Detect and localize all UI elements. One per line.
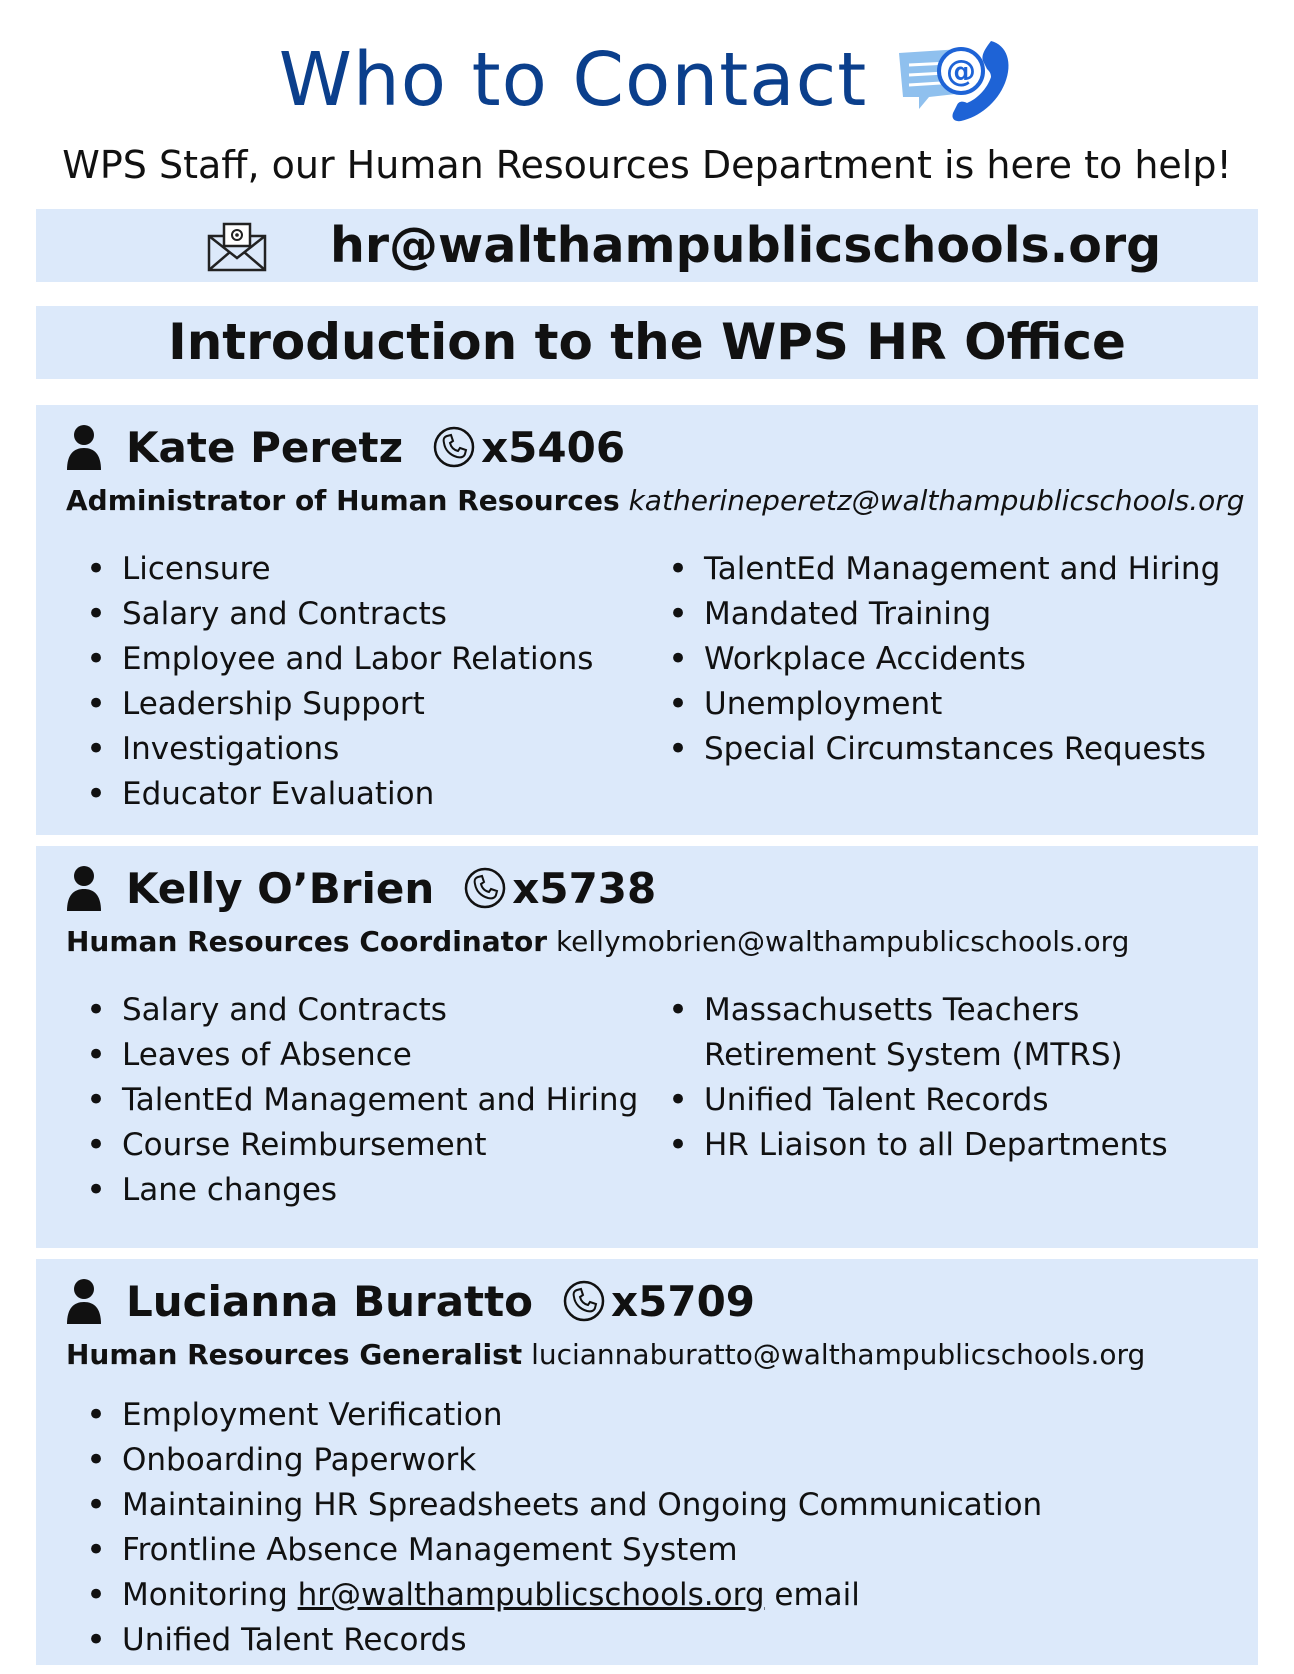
list-item: • Educator Evaluation (66, 772, 648, 817)
list-item: • Salary and Contracts (66, 988, 648, 1033)
title-row (0, 30, 1294, 130)
hr-email-inline-link[interactable]: hr@walthampublicschools.org (297, 1577, 765, 1613)
list-item: • Licensure (66, 547, 648, 592)
responsibility-list (66, 1393, 1226, 1663)
phone-extension[interactable]: x5709 (611, 1276, 756, 1326)
role-line (66, 1335, 1228, 1375)
monitoring-prefix: Monitoring (122, 1577, 288, 1613)
list-item: • Massachusetts Teachers Retirement System (MTRS) (648, 988, 1228, 1078)
header (0, 30, 1294, 190)
responsibility-lists (66, 547, 1228, 817)
role-line (66, 481, 1245, 521)
contact-email[interactable]: luciannaburatto@walthampublicschools.org (531, 1338, 1146, 1371)
list-item: • Lane changes (66, 1168, 648, 1213)
list-item: • Unemployment (648, 682, 1228, 727)
contact-email[interactable]: kellymobrien@walthampublicschools.org (555, 925, 1130, 958)
list-item: • TalentEd Management and Hiring (648, 547, 1228, 592)
list-item: • Unified Talent Records (648, 1078, 1228, 1123)
contact-name: Kate Peretz (126, 422, 404, 472)
contact-name: Kelly O’Brien (126, 863, 435, 913)
list-item: • Onboarding Paperwork (66, 1438, 1226, 1483)
list-item: • Mandated Training (648, 592, 1228, 637)
list-item: • Frontline Absence Management System (66, 1528, 1226, 1573)
contact-role: Human Resources Coordinator (66, 925, 548, 958)
monitoring-suffix: email (774, 1577, 860, 1613)
hr-email-link[interactable]: hr@walthampublicschools.org (330, 217, 1162, 274)
list-item: • Salary and Contracts (66, 592, 648, 637)
list-item: • Unified Talent Records (66, 1618, 1226, 1663)
svg-text:@: @ (946, 54, 977, 89)
list-item-monitoring (66, 1573, 1226, 1618)
hr-email-band (36, 209, 1258, 282)
contact-card-lucianna-buratto (36, 1259, 1258, 1665)
responsibility-list-left (66, 547, 648, 817)
list-item: • Employee and Labor Relations (66, 637, 648, 682)
intro-heading: Introduction to the WPS HR Office (168, 313, 1126, 371)
list-item: • Employment Verification (66, 1393, 1226, 1438)
list-item: • Course Reimbursement (66, 1123, 648, 1168)
responsibility-lists (66, 988, 1228, 1213)
person-icon (66, 424, 102, 470)
contact-name-row (66, 858, 1228, 918)
responsibility-list-right (648, 988, 1228, 1213)
phone-extension[interactable]: x5406 (481, 422, 626, 472)
contact-role: Administrator of Human Resources (66, 484, 620, 517)
contact-name-row (66, 1271, 1228, 1331)
phone-icon (464, 867, 506, 909)
responsibility-list-left (66, 988, 648, 1213)
envelope-icon (206, 222, 268, 272)
list-item: • HR Liaison to all Departments (648, 1123, 1228, 1168)
contact-card-kate-peretz (36, 405, 1258, 835)
responsibility-lists (66, 1393, 1228, 1663)
list-item: • Special Circumstances Requests (648, 727, 1228, 772)
phone-extension[interactable]: x5738 (512, 863, 657, 913)
list-item: • Maintaining HR Spreadsheets and Ongoing Communication (66, 1483, 1226, 1528)
role-line (66, 922, 1228, 962)
list-item: • Workplace Accidents (648, 637, 1228, 682)
contact-email[interactable]: katherineperetz@walthampublicschools.org (628, 484, 1245, 517)
subtitle: WPS Staff, our Human Resources Department is here to help! (62, 143, 1232, 187)
chat-email-phone-icon (895, 35, 1015, 125)
responsibility-list-right (648, 547, 1228, 817)
page-title: Who to Contact (278, 37, 868, 123)
contact-name-row (66, 417, 1228, 477)
phone-icon (563, 1280, 605, 1322)
list-item: • Investigations (66, 727, 648, 772)
person-icon (66, 1278, 102, 1324)
phone-icon (433, 426, 475, 468)
list-item: • Leaves of Absence (66, 1033, 648, 1078)
person-icon (66, 865, 102, 911)
list-item: • Leadership Support (66, 682, 648, 727)
contact-role: Human Resources Generalist (66, 1338, 523, 1371)
intro-band (36, 306, 1258, 379)
contact-card-kelly-obrien (36, 846, 1258, 1248)
list-item: • TalentEd Management and Hiring (66, 1078, 648, 1123)
contact-name: Lucianna Buratto (126, 1276, 534, 1326)
